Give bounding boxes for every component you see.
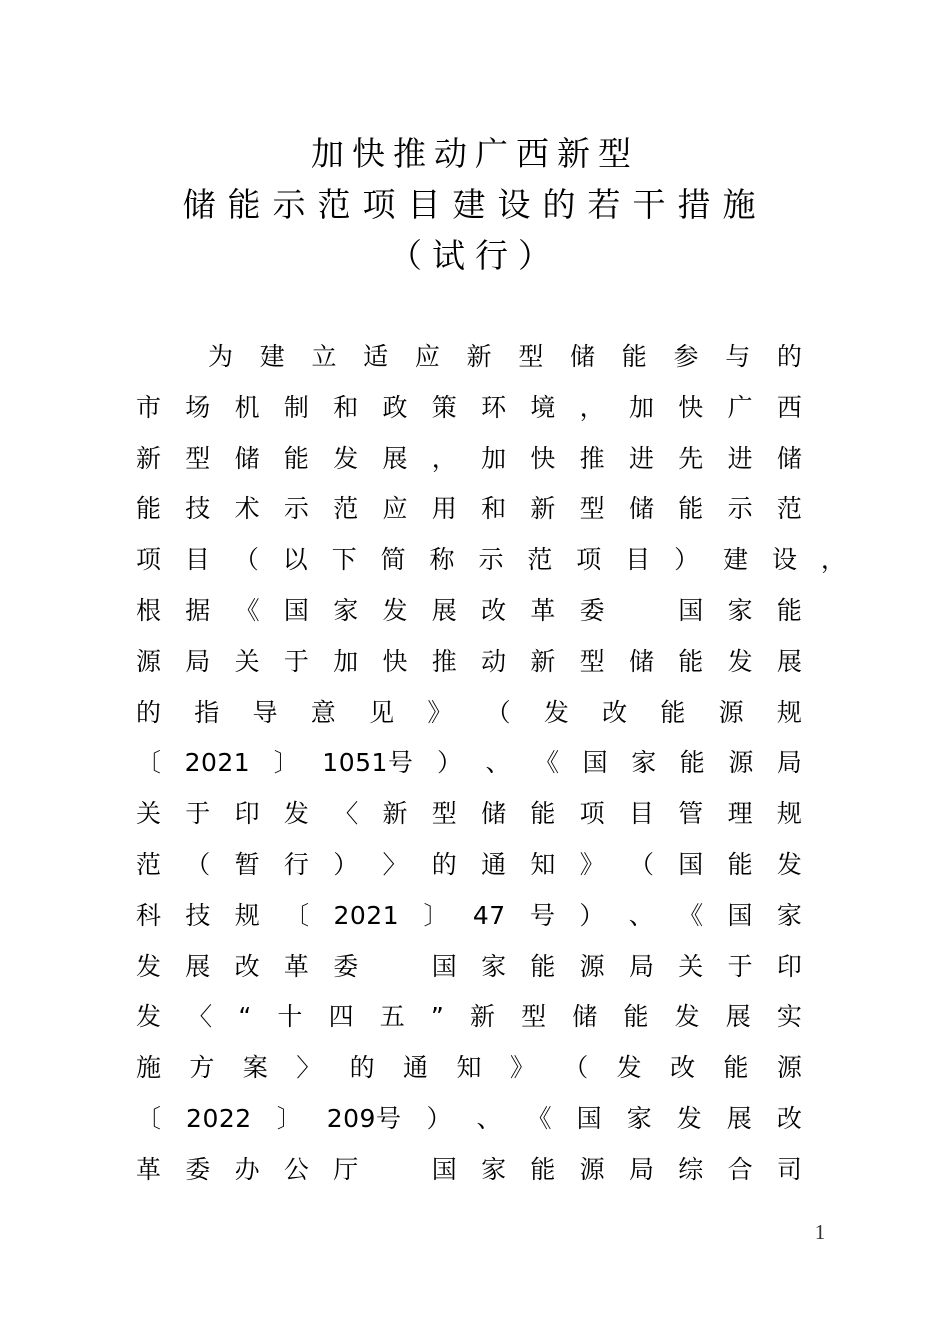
body-char: 〈 xyxy=(333,799,359,829)
body-paragraph xyxy=(136,332,846,1196)
body-char: 209号 xyxy=(326,1103,402,1133)
body-char: 简 xyxy=(380,545,406,575)
body-char: 型 xyxy=(431,799,457,829)
body-line xyxy=(136,586,802,637)
body-char: 西 xyxy=(776,392,802,422)
body-char: 能 xyxy=(776,595,802,625)
body-char: 局 xyxy=(776,748,802,778)
body-char: 型 xyxy=(579,646,605,676)
body-char: 动 xyxy=(481,646,507,676)
body-char: 快 xyxy=(382,646,408,676)
body-char: 储 xyxy=(234,443,260,473)
body-char: 目 xyxy=(625,545,651,575)
body-char: 革 xyxy=(283,951,309,981)
body-char: 发 xyxy=(676,1103,702,1133)
body-char: 发 xyxy=(136,951,162,981)
body-char: ） xyxy=(674,545,700,575)
body-char: 〕 xyxy=(423,900,449,930)
body-char: 关 xyxy=(136,799,162,829)
body-char: 改 xyxy=(234,951,260,981)
body-char: 储 xyxy=(628,494,654,524)
body-line xyxy=(136,484,802,535)
body-line xyxy=(136,332,802,383)
body-char: 〉 xyxy=(382,849,408,879)
body-line xyxy=(136,535,846,586)
body-char: 能 xyxy=(530,1154,556,1184)
body-char: 能 xyxy=(660,697,686,727)
body-char: 示 xyxy=(478,545,504,575)
body-char: 项 xyxy=(576,545,602,575)
body-char: 环 xyxy=(481,392,507,422)
body-char: 境 xyxy=(530,392,556,422)
body-char: 推 xyxy=(431,646,457,676)
body-char: 加 xyxy=(481,443,507,473)
body-line xyxy=(136,637,802,688)
body-char: 术 xyxy=(234,494,260,524)
body-char: 场 xyxy=(185,392,211,422)
body-char: 示 xyxy=(727,494,753,524)
body-char: 目 xyxy=(628,799,654,829)
body-char: 新 xyxy=(466,342,492,371)
body-char: 源 xyxy=(579,951,605,981)
body-char: 建 xyxy=(723,545,749,575)
body-char: 源 xyxy=(136,646,162,676)
body-char: 改 xyxy=(481,595,507,625)
body-char: 综 xyxy=(678,1154,704,1184)
body-char: 四 xyxy=(328,1002,354,1032)
body-char: 委 xyxy=(579,595,605,625)
body-char: ） xyxy=(333,849,359,879)
body-char: 方 xyxy=(189,1053,215,1083)
body-char: 导 xyxy=(252,697,278,727)
body-char: （ xyxy=(233,545,259,575)
body-char: 策 xyxy=(431,392,457,422)
body-char: 关 xyxy=(234,646,260,676)
body-char: 源 xyxy=(579,1154,605,1184)
body-char: 发 xyxy=(616,1053,642,1083)
body-char: 范 xyxy=(333,494,359,524)
body-char: 发 xyxy=(382,595,408,625)
body-char: 的 xyxy=(776,342,802,371)
body-char: 改 xyxy=(776,1103,802,1133)
body-char: 能 xyxy=(530,799,556,829)
body-char: 范 xyxy=(527,545,553,575)
body-char: 广 xyxy=(727,392,753,422)
body-char: 2022 xyxy=(186,1103,252,1133)
body-char: 的 xyxy=(431,849,457,879)
body-char: 1051号 xyxy=(322,748,414,778)
body-char: 关 xyxy=(678,951,704,981)
body-char: 意 xyxy=(310,697,336,727)
body-char: 设 xyxy=(771,545,797,575)
body-char: 国 xyxy=(678,849,704,879)
body-char: 通 xyxy=(403,1053,429,1083)
body-char: 制 xyxy=(283,392,309,422)
body-char: 、 xyxy=(628,900,654,930)
body-char: 能 xyxy=(678,494,704,524)
body-char: 能 xyxy=(679,748,705,778)
body-char: 能 xyxy=(678,646,704,676)
body-char: 源 xyxy=(728,748,754,778)
body-char: 47 xyxy=(472,900,506,930)
body-char: 发 xyxy=(776,849,802,879)
body-char: 》 xyxy=(509,1053,535,1083)
title-line-1: 加快推动广西新型 xyxy=(311,134,639,173)
body-char: 源 xyxy=(776,1053,802,1083)
body-char: 型 xyxy=(521,1002,547,1032)
body-char: 储 xyxy=(481,799,507,829)
body-char: 知 xyxy=(456,1053,482,1083)
body-char: （ xyxy=(563,1053,589,1083)
body-char: 十 xyxy=(277,1002,303,1032)
body-char: 〈 xyxy=(187,1002,213,1032)
body-char: 机 xyxy=(234,392,260,422)
body-char: 源 xyxy=(718,697,744,727)
body-char: 储 xyxy=(628,646,654,676)
body-char: 下 xyxy=(331,545,357,575)
body-char: 〔 xyxy=(136,1103,162,1133)
body-char: 国 xyxy=(283,595,309,625)
body-char: 2021 xyxy=(333,900,400,930)
body-char: 型 xyxy=(518,342,544,371)
body-char: 进 xyxy=(628,443,654,473)
body-char: 快 xyxy=(530,443,556,473)
body-char: 立 xyxy=(311,342,337,371)
body-char: 公 xyxy=(283,1154,309,1184)
body-char: 国 xyxy=(582,748,608,778)
body-char: 技 xyxy=(185,900,211,930)
body-char: 进 xyxy=(727,443,753,473)
body-char: 改 xyxy=(602,697,628,727)
body-line xyxy=(136,891,802,942)
title-line-2: 储能示范项目建设的若干措施 xyxy=(182,185,768,224)
body-char: 司 xyxy=(776,1154,802,1184)
body-char: “ xyxy=(238,1002,252,1032)
body-char: 家 xyxy=(776,900,802,930)
page-number: 1 xyxy=(814,1220,826,1244)
body-char: 国 xyxy=(576,1103,602,1133)
body-char: 政 xyxy=(382,392,408,422)
body-char: 能 xyxy=(727,849,753,879)
body-char: 的 xyxy=(349,1053,375,1083)
body-char: 新 xyxy=(136,443,162,473)
body-char: 于 xyxy=(727,951,753,981)
body-char: 发 xyxy=(727,646,753,676)
body-char: 家 xyxy=(626,1103,652,1133)
body-char: 能 xyxy=(283,443,309,473)
body-char: 展 xyxy=(725,1002,751,1032)
body-char: 储 xyxy=(572,1002,598,1032)
body-char: 《 xyxy=(234,595,260,625)
body-char: 目 xyxy=(184,545,210,575)
body-char: 发 xyxy=(283,799,309,829)
body-line xyxy=(136,942,802,993)
body-char: （ xyxy=(485,697,511,727)
body-char: 规 xyxy=(234,900,260,930)
body-char: 展 xyxy=(382,443,408,473)
body-char: 项 xyxy=(136,545,162,575)
body-char: （ xyxy=(628,849,654,879)
body-char: 家 xyxy=(631,748,657,778)
body-char: 家 xyxy=(727,595,753,625)
body-char: 加 xyxy=(333,646,359,676)
body-char: 〕 xyxy=(273,748,299,778)
body-line xyxy=(136,434,802,485)
body-char: 能 xyxy=(530,951,556,981)
body-char: 规 xyxy=(776,697,802,727)
body-char xyxy=(629,586,654,637)
body-char: 适 xyxy=(363,342,389,371)
body-char: 》 xyxy=(579,849,605,879)
body-char: 国 xyxy=(678,595,704,625)
body-char: 〕 xyxy=(276,1103,302,1133)
body-char: ， xyxy=(431,443,457,473)
body-char: 据 xyxy=(185,595,211,625)
body-char: 储 xyxy=(776,443,802,473)
body-char: 家 xyxy=(481,1154,507,1184)
body-char: 根 xyxy=(136,595,162,625)
body-char: 五 xyxy=(379,1002,405,1032)
body-char: 通 xyxy=(481,849,507,879)
title-line-3: （试行） xyxy=(389,236,561,275)
body-char: 型 xyxy=(579,494,605,524)
body-char: 家 xyxy=(333,595,359,625)
body-char: 印 xyxy=(234,799,260,829)
body-char: 、 xyxy=(476,1103,502,1133)
body-line xyxy=(136,840,802,891)
body-char: 改 xyxy=(670,1053,696,1083)
body-char: 参 xyxy=(673,342,699,371)
body-char: （ xyxy=(185,849,211,879)
body-line xyxy=(136,383,802,434)
body-char: 《 xyxy=(534,748,560,778)
body-char: 印 xyxy=(776,951,802,981)
body-char: 理 xyxy=(727,799,753,829)
body-line xyxy=(136,738,802,789)
body-line xyxy=(136,1094,802,1145)
body-char: 局 xyxy=(185,646,211,676)
body-char: 能 xyxy=(623,1002,649,1032)
body-char: 以 xyxy=(282,545,308,575)
body-char: 能 xyxy=(136,494,162,524)
body-char: 厅 xyxy=(333,1154,359,1184)
body-char: 实 xyxy=(776,1002,802,1032)
body-char: 》 xyxy=(427,697,453,727)
body-char: 2021 xyxy=(184,748,251,778)
body-char: 国 xyxy=(431,951,457,981)
body-char: 应 xyxy=(414,342,440,371)
body-char: 规 xyxy=(776,799,802,829)
body-char: 加 xyxy=(628,392,654,422)
body-char: 新 xyxy=(530,494,556,524)
body-char: 管 xyxy=(678,799,704,829)
body-line xyxy=(136,1145,802,1196)
body-char: 技 xyxy=(185,494,211,524)
body-char: 委 xyxy=(333,951,359,981)
body-char: ， xyxy=(579,392,605,422)
body-char xyxy=(382,942,407,993)
body-char: 《 xyxy=(526,1103,552,1133)
body-line xyxy=(136,789,802,840)
body-char: 于 xyxy=(185,799,211,829)
body-char: 展 xyxy=(776,646,802,676)
body-char: 发 xyxy=(543,697,569,727)
document-title xyxy=(0,128,950,281)
body-char: 发 xyxy=(136,1002,162,1032)
body-char: 能 xyxy=(621,342,647,371)
body-char: 的 xyxy=(136,697,162,727)
body-char: 和 xyxy=(333,392,359,422)
body-char: 用 xyxy=(431,494,457,524)
body-char: 发 xyxy=(333,443,359,473)
body-char: 号 xyxy=(530,900,556,930)
body-char: 展 xyxy=(726,1103,752,1133)
body-char: 项 xyxy=(579,799,605,829)
body-char: ， xyxy=(820,545,846,575)
body-char: 〔 xyxy=(284,900,310,930)
body-char: 指 xyxy=(194,697,220,727)
body-char: 型 xyxy=(185,443,211,473)
body-char: 合 xyxy=(727,1154,753,1184)
body-char: 为 xyxy=(208,342,234,371)
body-char: 能 xyxy=(723,1053,749,1083)
body-char: 委 xyxy=(185,1154,211,1184)
body-char: 称 xyxy=(429,545,455,575)
body-char: 先 xyxy=(678,443,704,473)
body-char: 、 xyxy=(485,748,511,778)
body-char: 国 xyxy=(431,1154,457,1184)
body-char: 施 xyxy=(136,1053,162,1083)
body-char: 快 xyxy=(678,392,704,422)
body-line xyxy=(136,688,802,739)
body-char: 〔 xyxy=(136,748,162,778)
body-char: 推 xyxy=(579,443,605,473)
body-char: 见 xyxy=(369,697,395,727)
body-char: 和 xyxy=(481,494,507,524)
body-char: 示 xyxy=(283,494,309,524)
body-char: 行 xyxy=(283,849,309,879)
body-char xyxy=(382,1145,407,1196)
body-char: 局 xyxy=(628,951,654,981)
body-char: 局 xyxy=(628,1154,654,1184)
body-char: 与 xyxy=(725,342,751,371)
body-char: 办 xyxy=(234,1154,260,1184)
body-char: ” xyxy=(430,1002,444,1032)
body-char: ） xyxy=(579,900,605,930)
body-char: 〉 xyxy=(296,1053,322,1083)
body-char: 案 xyxy=(242,1053,268,1083)
body-char: 国 xyxy=(727,900,753,930)
body-char: 新 xyxy=(382,799,408,829)
body-char: 市 xyxy=(136,392,162,422)
body-char: 《 xyxy=(678,900,704,930)
body-char: 应 xyxy=(382,494,408,524)
body-char: 展 xyxy=(431,595,457,625)
body-char: ） xyxy=(436,748,462,778)
body-char: 展 xyxy=(185,951,211,981)
body-char: 暂 xyxy=(234,849,260,879)
body-char: 革 xyxy=(530,595,556,625)
body-char: 范 xyxy=(776,494,802,524)
body-char: 知 xyxy=(530,849,556,879)
body-char: 新 xyxy=(469,1002,495,1032)
body-char: ） xyxy=(426,1103,452,1133)
body-char: 科 xyxy=(136,900,162,930)
body-char: 发 xyxy=(674,1002,700,1032)
body-line xyxy=(136,1043,802,1094)
body-char: 家 xyxy=(481,951,507,981)
body-char: 新 xyxy=(530,646,556,676)
body-char: 建 xyxy=(259,342,285,371)
body-char: 范 xyxy=(136,849,162,879)
body-char: 革 xyxy=(136,1154,162,1184)
body-char: 储 xyxy=(570,342,596,371)
body-char: 于 xyxy=(283,646,309,676)
body-line xyxy=(136,992,802,1043)
